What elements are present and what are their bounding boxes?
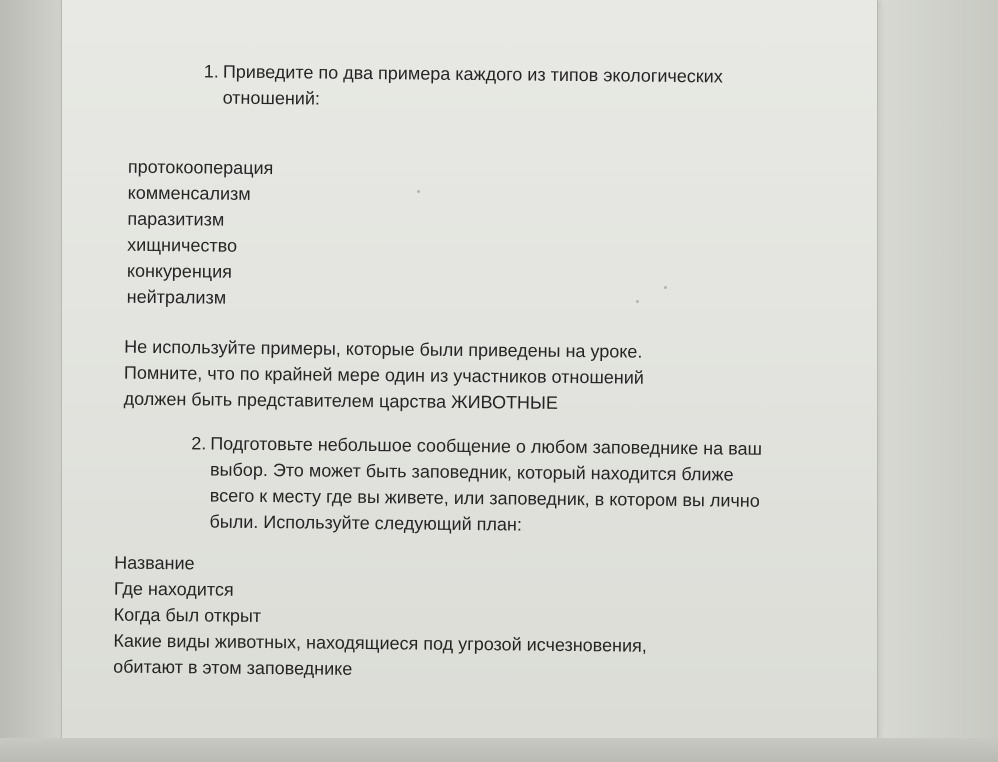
dust-speck [636, 300, 639, 303]
plan-item: Название [114, 552, 195, 574]
dust-speck [417, 190, 420, 193]
relationship-type-item: конкуренция [126, 260, 233, 282]
plan-item: Какие виды животных, находящиеся под угрозой исчезновения, обитают в этом заповеднике [113, 630, 647, 679]
report-plan-list [113, 550, 704, 686]
right-background [878, 0, 998, 762]
dust-speck [664, 286, 667, 289]
instruction-note: Не используйте примеры, которые были приведены на уроке. Помните, что по крайней мере один из участников отношений должен быть представителем царства ЖИВОТНЫЕ [123, 336, 645, 413]
bottom-background [0, 738, 998, 762]
question-1-text: Приведите по два примера каждого из типов экологических отношений: [222, 61, 723, 109]
question-1-number: 1. [203, 61, 219, 82]
relationship-type-item: нейтрализм [126, 286, 227, 308]
question-2 [181, 430, 795, 540]
document-content [113, 58, 799, 686]
question-2-number: 2. [191, 433, 207, 454]
plan-item: Где находится [113, 578, 234, 600]
relationship-type-item: паразитизм [127, 208, 225, 230]
relationship-type-item: протокооперация [127, 156, 274, 179]
relationship-type-item: хищничество [127, 234, 238, 256]
question-1 [194, 58, 798, 116]
document-page [62, 0, 877, 740]
ecological-relationships-list [127, 154, 798, 316]
plan-item: Когда был открыт [113, 604, 262, 627]
question-2-text: Подготовьте небольшое сообщение о любом заповеднике на ваш выбор. Это может быть заповедник, который находится ближе всего к месту где вы живете, или заповедник, в котором вы лично были. Используйте следующий план: [209, 433, 763, 535]
left-background [0, 0, 62, 762]
relationship-type-item: комменсализм [127, 182, 251, 204]
